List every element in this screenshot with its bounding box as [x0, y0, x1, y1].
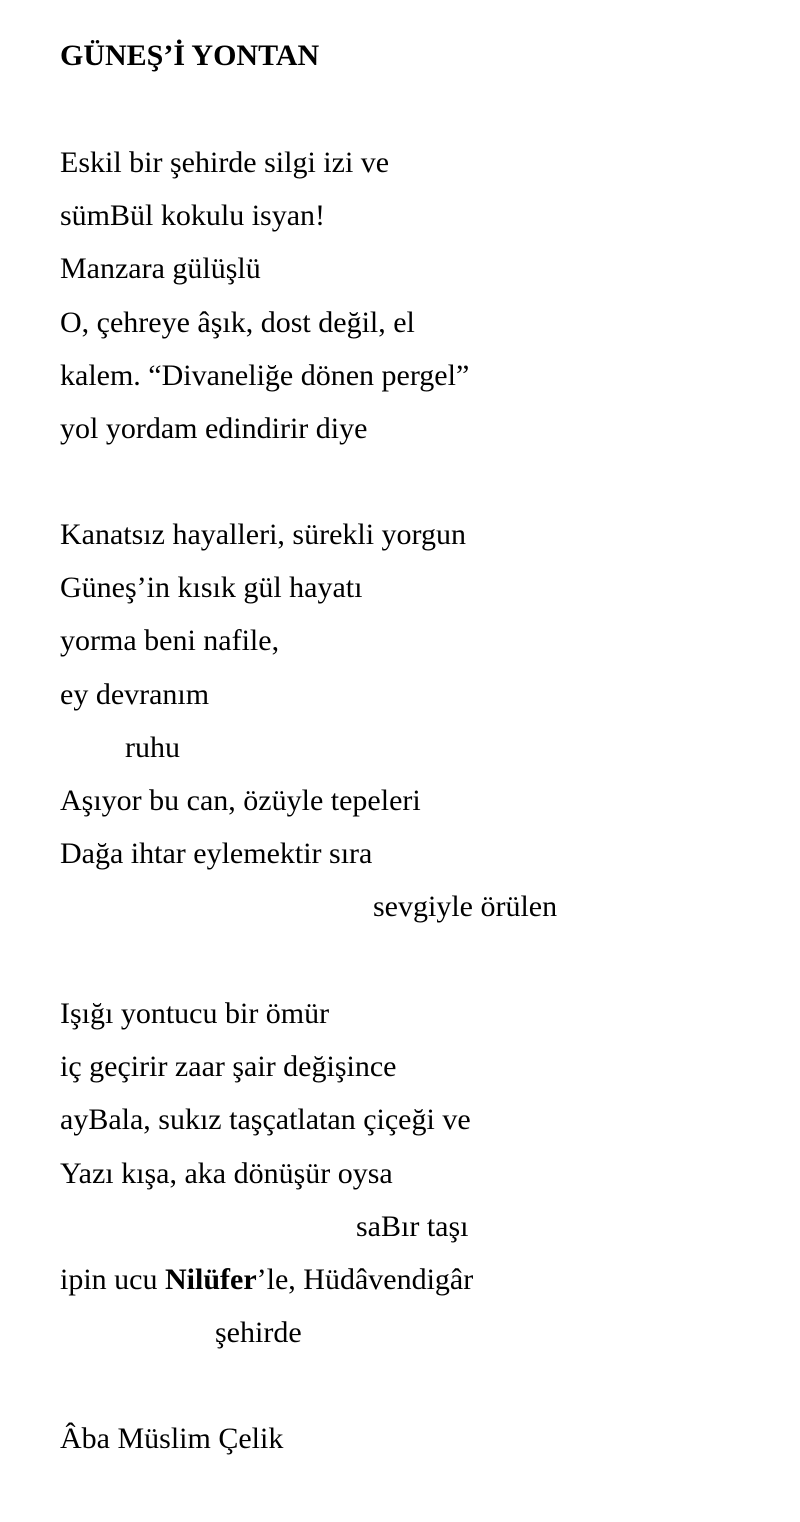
poem-line: Güneş’in kısık gül hayatı: [60, 571, 363, 605]
poem-line: Manzara gülüşlü: [60, 252, 261, 286]
poem-line: yol yordam edindirir diye: [60, 411, 368, 445]
poem-line-indented: ruhu: [125, 730, 180, 764]
poem-line: ey devranım: [60, 677, 210, 711]
author-name: Âba Müslim Çelik: [60, 1422, 284, 1455]
poem-line: ayBala, sukız taşçatlatan çiçeği ve: [60, 1103, 471, 1137]
poem-line: iç geçirir zaar şair değişince: [60, 1050, 397, 1084]
poem-line: kalem. “Divaneliğe dönen pergel”: [60, 358, 470, 392]
poem-line: Dağa ihtar eylemektir sıra: [60, 837, 373, 871]
poem-line-indented: saBır taşı: [356, 1209, 469, 1243]
poem-line: Işığı yontucu bir ömür: [60, 997, 330, 1030]
poem-line: sümBül kokulu isyan!: [60, 199, 326, 233]
bold-word: Nilüfer: [165, 1262, 257, 1296]
line-suffix: ’le, Hüdâvendigâr: [256, 1262, 474, 1296]
poem-line: yorma beni nafile,: [60, 624, 280, 658]
stanza-1: [60, 136, 760, 455]
poem-title: GÜNEŞ’İ YONTAN: [60, 39, 320, 72]
line-prefix: ipin ucu: [60, 1262, 165, 1296]
poem-line-indented: şehirde: [215, 1316, 302, 1350]
poem-line: Aşıyor bu can, özüyle tepeleri: [60, 783, 421, 817]
stanza-2: [60, 508, 760, 934]
poem-line-indented: sevgiyle örülen: [373, 890, 558, 924]
poem-line-mixed: [60, 1253, 760, 1306]
poem-line: Kanatsız hayalleri, sürekli yorgun: [60, 518, 466, 551]
poem-line: Yazı kışa, aka dönüşür oysa: [60, 1156, 393, 1190]
poem-line: Eskil bir şehirde silgi izi ve: [60, 146, 390, 179]
poem-line: O, çehreye âşık, dost değil, el: [60, 305, 415, 339]
stanza-3: [60, 987, 760, 1359]
